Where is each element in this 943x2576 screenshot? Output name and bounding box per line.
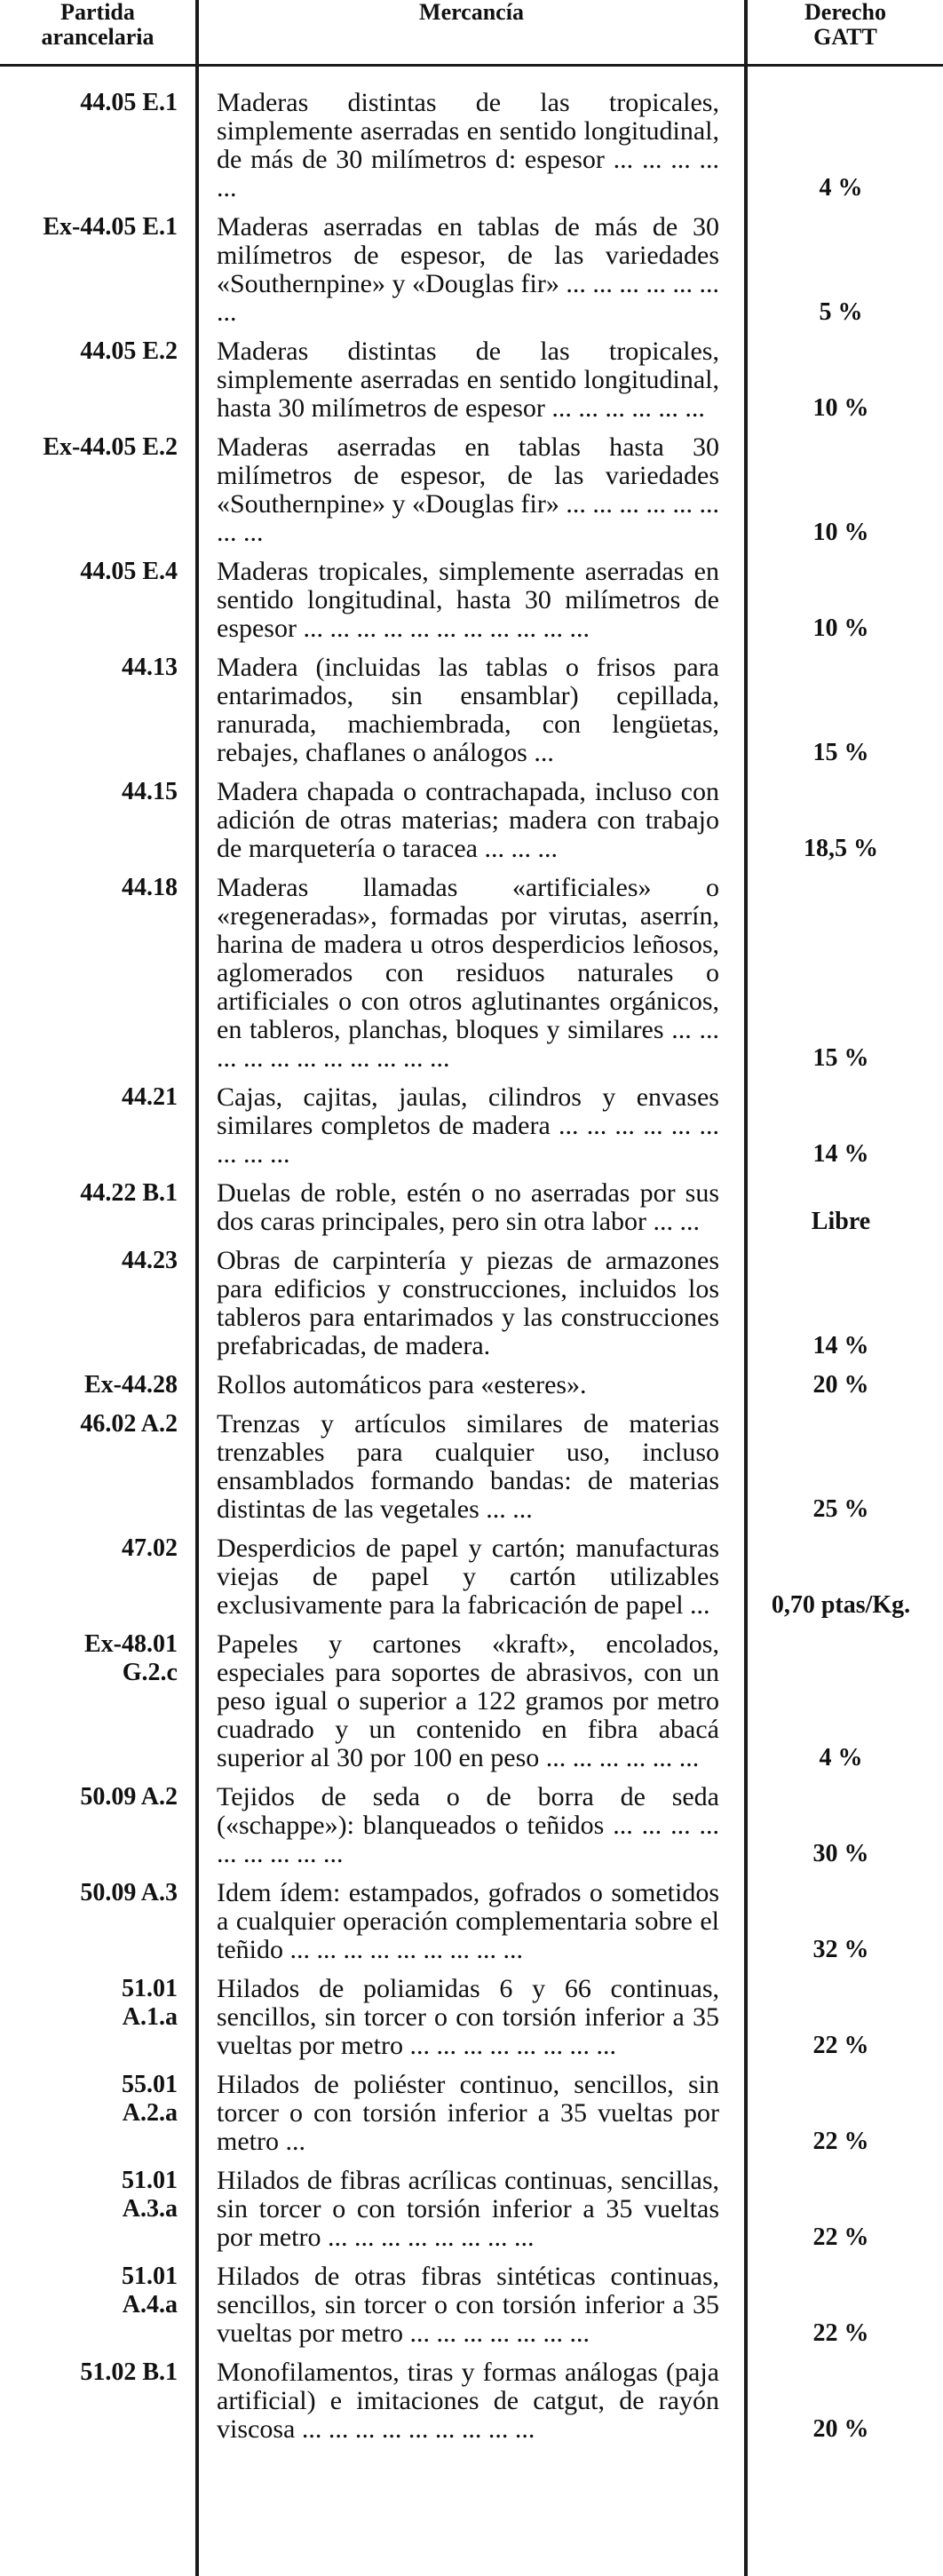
- gatt-duty: [742, 2358, 939, 2444]
- gatt-duty-value: 20 %: [812, 1371, 869, 1399]
- gatt-duty: [742, 874, 939, 1073]
- table-row: [0, 1247, 943, 1360]
- tariff-code-line: Ex-44.05 E.2: [43, 433, 178, 461]
- header-col1-line2: arancelaria: [41, 24, 155, 50]
- tariff-code: [0, 874, 195, 1073]
- gatt-duty-value: 22 %: [812, 2319, 869, 2347]
- gatt-duty: [742, 1247, 939, 1360]
- tariff-code-line: G.2.c: [122, 1659, 178, 1686]
- goods-description: Hilados de poliamidas 6 y 66 continuas, sencillos, sin torcer o con torsión inferior a 35 vueltas por metro ... ... ... ... ... ... ... ...: [217, 1974, 719, 2060]
- tariff-code-line: 44.05 E.4: [80, 558, 178, 585]
- table-row: [0, 1179, 943, 1236]
- gatt-duty: [742, 1879, 939, 1964]
- goods-description: Monofilamentos, tiras y formas análogas (paja artificial) e imitaciones de catgut, de rayón viscosa ... ... ... ... ... ... ... ... ...: [217, 2358, 719, 2444]
- gatt-duty: [742, 558, 939, 643]
- table-row: [0, 1534, 943, 1620]
- gatt-duty-value: 32 %: [812, 1936, 869, 1963]
- gatt-duty: [742, 2263, 939, 2348]
- tariff-code-line: 46.02 A.2: [80, 1410, 178, 1438]
- tariff-code: [0, 1410, 195, 1524]
- goods-description: Papeles y cartones «kraft», encolados, especiales para soportes de abrasivos, con un peso igual o superior a 122 gramos por metro cuadrado y un contenido en fibra abacá superior al 30 por 100 en peso ... ... ... ... ... ...: [217, 1629, 719, 1772]
- header-col1-line1: Partida: [60, 0, 135, 25]
- table-row: [0, 2263, 943, 2348]
- gatt-duty-value: 18,5 %: [804, 835, 878, 862]
- tariff-code: [0, 1975, 195, 2060]
- header-derecho-gatt: [748, 0, 943, 50]
- table-row: [0, 1630, 943, 1772]
- tariff-code: [0, 89, 195, 202]
- gatt-duty: [742, 1410, 939, 1524]
- header-col3-line2: GATT: [813, 24, 877, 50]
- tariff-code-line: Ex-44.28: [84, 1371, 178, 1399]
- tariff-code: [0, 337, 195, 423]
- header-partida-arancelaria: [0, 0, 195, 50]
- table-row: [0, 1410, 943, 1524]
- goods-description: Maderas tropicales, simplemente aserradas en sentido longitudinal, hasta 30 milímetros de espesor ... ... ... ... ... ... ... ... ... ... ...: [217, 557, 719, 643]
- tariff-code: [0, 1783, 195, 1868]
- gatt-duty-value: 10 %: [812, 614, 869, 642]
- tariff-code: [0, 433, 195, 547]
- tariff-code-line: 51.01: [122, 1975, 178, 2002]
- table-row: [0, 2167, 943, 2252]
- tariff-rows: [0, 89, 943, 2454]
- goods-description: Maderas distintas de las tropicales, simplemente aserradas en sentido longitudinal, de más de 30 milímetros d: espesor ... ... ... ... ...: [217, 88, 719, 202]
- tariff-code-line: 51.02 B.1: [80, 2358, 178, 2386]
- tariff-code: [0, 778, 195, 863]
- tariff-code: [0, 1534, 195, 1620]
- table-row: [0, 874, 943, 1073]
- table-row: [0, 1783, 943, 1868]
- table-row: [0, 433, 943, 547]
- tariff-code-line: 44.23: [122, 1247, 178, 1274]
- gatt-duty-value: 10 %: [812, 394, 869, 422]
- goods-description: Tejidos de seda o de borra de seda («schappe»): blanqueados o teñidos ... ... ... ... ... ... ... ... ...: [217, 1782, 719, 1868]
- tariff-code-line: 44.22 B.1: [80, 1179, 178, 1207]
- gatt-duty: [742, 2071, 939, 2156]
- table-row: [0, 1975, 943, 2060]
- tariff-code-line: 47.02: [122, 1534, 178, 1562]
- tariff-code-line: 44.05 E.1: [80, 89, 178, 116]
- gatt-duty: [742, 1975, 939, 2060]
- gatt-duty-value: 0,70 ptas/Kg.: [771, 1591, 911, 1619]
- goods-description: Desperdicios de papel y cartón; manufacturas viejas de papel y cartón utilizables exclusivamente para la fabricación de papel ...: [217, 1534, 719, 1620]
- header-col2-label: Mercancía: [419, 0, 524, 25]
- tariff-code: [0, 2167, 195, 2252]
- goods-description: Hilados de fibras acrílicas continuas, sencillas, sin torcer o con torsión inferior a 35 vueltas por metro ... ... ... ... ... ... ... ...: [217, 2166, 719, 2252]
- tariff-code-line: Ex-48.01: [84, 1630, 178, 1658]
- table-row: [0, 89, 943, 202]
- header-rule: [0, 64, 943, 67]
- table-row: [0, 2071, 943, 2156]
- goods-description: Hilados de poliéster continuo, sencillos, sin torcer o con torsión inferior a 35 vueltas por metro ...: [217, 2070, 719, 2156]
- table-row: [0, 1879, 943, 1964]
- tariff-code: [0, 1630, 195, 1772]
- gatt-duty-value: 4 %: [819, 174, 863, 202]
- tariff-code-line: A.4.a: [122, 2291, 178, 2318]
- gatt-duty: [742, 1534, 939, 1620]
- tariff-code-line: 55.01: [122, 2071, 178, 2098]
- tariff-code: [0, 654, 195, 767]
- table-row: [0, 558, 943, 643]
- goods-description: Madera (incluidas las tablas o frisos para entarimados, sin ensamblar) cepillada, ranurada, machiembrada, con lengüetas, rebajes, chaflanes o análogos ...: [217, 653, 719, 767]
- goods-description: Idem ídem: estampados, gofrados o sometidos a cualquier operación complementaria sobre el teñido ... ... ... ... ... ... ... ... ...: [217, 1878, 719, 1964]
- goods-description: Hilados de otras fibras sintéticas continuas, sencillos, sin torcer o con torsión inferior a 35 vueltas por metro ... ... ... ... ... ... ...: [217, 2262, 719, 2348]
- goods-description: Trenzas y artículos similares de materias trenzables para cualquier uso, incluso ensamblados formando bandas: de materias distintas de las vegetales ... ...: [217, 1409, 719, 1524]
- gatt-duty: [742, 337, 939, 423]
- tariff-code: [0, 213, 195, 327]
- gatt-duty-value: 5 %: [819, 298, 863, 326]
- gatt-duty-value: 22 %: [812, 2032, 869, 2059]
- table-row: [0, 654, 943, 767]
- gatt-duty-value: 10 %: [812, 519, 869, 546]
- tariff-code-line: 44.05 E.2: [80, 337, 178, 365]
- gatt-duty: [742, 1083, 939, 1169]
- table-row: [0, 213, 943, 327]
- gatt-duty: [742, 1179, 939, 1236]
- gatt-duty: [742, 89, 939, 202]
- tariff-code-line: 50.09 A.3: [80, 1879, 178, 1906]
- header-col3-line1: Derecho: [804, 0, 886, 25]
- table-row: [0, 2358, 943, 2444]
- tariff-code-line: 51.01: [122, 2263, 178, 2290]
- gatt-duty-value: 15 %: [812, 1044, 869, 1072]
- tariff-code-line: A.1.a: [122, 2003, 178, 2031]
- tariff-code-line: A.3.a: [122, 2195, 178, 2223]
- tariff-code: [0, 2071, 195, 2156]
- gatt-duty-value: 4 %: [819, 1744, 863, 1771]
- goods-description: Obras de carpintería y piezas de armazones para edificios y construcciones, incluidos los tableros para entarimados y las construcciones prefabricadas, de madera.: [217, 1246, 719, 1360]
- goods-description: Maderas distintas de las tropicales, simplemente aserradas en sentido longitudinal, hasta 30 milímetros de espesor ... ... ... ... ... ...: [217, 337, 719, 423]
- tariff-code-line: A.2.a: [122, 2099, 178, 2127]
- tariff-code: [0, 1083, 195, 1169]
- header-mercancia: [199, 0, 744, 25]
- tariff-code-line: Ex-44.05 E.1: [43, 213, 178, 241]
- gatt-duty: [742, 1371, 939, 1399]
- goods-description: Duelas de roble, estén o no aserradas por sus dos caras principales, pero sin otra labor ... ...: [217, 1178, 719, 1236]
- tariff-code: [0, 1247, 195, 1360]
- gatt-duty: [742, 1783, 939, 1868]
- gatt-duty-value: 30 %: [812, 1840, 869, 1867]
- gatt-duty-value: 22 %: [812, 2128, 869, 2155]
- goods-description: Maderas aserradas en tablas hasta 30 milímetros de espesor, de las variedades «Southernpine» y «Douglas fir» ... ... ... ... ... ... ... ...: [217, 432, 719, 547]
- tariff-code-line: 50.09 A.2: [80, 1783, 178, 1811]
- goods-description: Maderas llamadas «artificiales» o «regeneradas», formadas por virutas, aserrín, harina de madera u otros desperdicios leñosos, aglomerados con residuos naturales o artificiales o con otros aglutinantes orgánicos, en tableros, planchas, bloques y similares ... ... ... ... ... ... ... ... ... ... ...: [217, 873, 719, 1073]
- goods-description: Maderas aserradas en tablas de más de 30 milímetros de espesor, de las variedades «Southernpine» y «Douglas fir» ... ... ... ... ... ... ...: [217, 212, 719, 327]
- table-row: [0, 1083, 943, 1169]
- goods-description: Cajas, cajitas, jaulas, cilindros y envases similares completos de madera ... ... ... ... ... ... ... ... ...: [217, 1082, 719, 1169]
- gatt-duty-value: 14 %: [812, 1332, 869, 1359]
- gatt-duty-value: 15 %: [812, 739, 869, 766]
- gatt-duty: [742, 433, 939, 547]
- tariff-code-line: 51.01: [122, 2167, 178, 2194]
- gatt-duty: [742, 778, 939, 863]
- tariff-code: [0, 558, 195, 643]
- gatt-duty: [742, 213, 939, 327]
- gatt-duty-value: 25 %: [812, 1495, 869, 1523]
- gatt-duty: [742, 654, 939, 767]
- tariff-code: [0, 2358, 195, 2444]
- tariff-code: [0, 1879, 195, 1964]
- tariff-code-line: 44.21: [122, 1083, 178, 1111]
- gatt-duty-value: Libre: [811, 1208, 871, 1235]
- table-row: [0, 1371, 943, 1399]
- gatt-duty: [742, 1630, 939, 1772]
- table-row: [0, 778, 943, 863]
- tariff-code-line: 44.18: [122, 874, 178, 901]
- tariff-code-line: 44.15: [122, 778, 178, 805]
- gatt-duty-value: 22 %: [812, 2223, 869, 2251]
- table-row: [0, 337, 943, 423]
- goods-description: Madera chapada o contrachapada, incluso con adición de otras materias; madera con trabajo de marquetería o taracea ... ... ...: [217, 777, 719, 863]
- tariff-code: [0, 1179, 195, 1236]
- tariff-code: [0, 2263, 195, 2348]
- gatt-duty-value: 20 %: [812, 2415, 869, 2443]
- tariff-code-line: 44.13: [122, 654, 178, 681]
- goods-description: Rollos automáticos para «esteres».: [217, 1370, 587, 1399]
- tariff-code: [0, 1371, 195, 1399]
- gatt-duty-value: 14 %: [812, 1140, 869, 1168]
- gatt-duty: [742, 2167, 939, 2252]
